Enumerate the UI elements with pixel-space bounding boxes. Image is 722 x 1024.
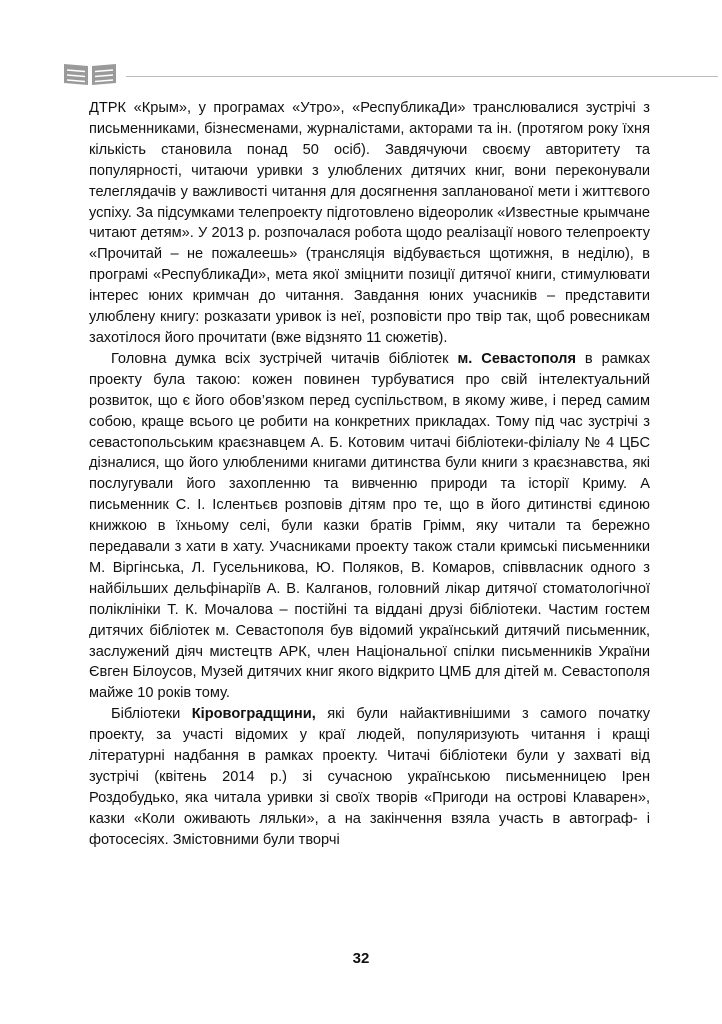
page-text — [89, 98, 650, 851]
body-paragraph — [89, 349, 650, 704]
bold-place-name: Кіровоградщини, — [191, 706, 316, 723]
body-paragraph — [89, 98, 650, 349]
paragraph-text: ДТРК «Крым», у програмах «Утро», «РеспубликаДи» транслювалися зустрічі з письменниками, бізнесменами, журналістами, акторами та ін. (протягом року їхня кількість становила понад 50 осіб). Завдячуючи своєму авторитету та популярності, читаючи уривки з улюблених дитячих книг, вони переконували телеглядачів у важливості читання для досягнення запланованої мети і життєвого успіху. За підсумками телепроекту підготовлено відеоролик «Известные крымчане читают детям». У 2013 р. розпочалася робота щодо реалізації нового телепроекту «Прочитай – не пожалеешь» (трансляція відбувається щотижня, в неділю), в програмі «РеспубликаДи», мета якої зміцнити позиції дитячої книги, стимулювати інтерес юних кримчан до читання. Завдання юних учасників – представити улюблену книгу: розказати уривок із неї, розповісти про твір так, щоб ровесникам захотілося його прочитати (вже відзнято 11 сюжетів). — [89, 100, 650, 346]
paragraph-text: які були найактивнішими з самого початку проекту, за участі відомих у краї людей, популяризують читання і кращі літературні надбання в рамках проекту. Читачі бібліотеки були у захваті від зустрічі (квітень 2014 р.) зі сучасною українською письменницею Ірен Роздобудько, яка читала уривки зі своїх творів «Пригоди на острові Клаварен», казки «Коли оживають ляльки», а на закінчення взяла участь в автограф- і фотосесіях. Змістовними були творчі — [89, 706, 650, 848]
paragraph-text: Бібліотеки — [111, 706, 192, 723]
page-number: 32 — [352, 950, 370, 967]
open-book-icon — [62, 58, 118, 88]
paragraph-text: в рамках проекту була такою: кожен повинен турбуватися про свій інтелектуальний розвиток, що є його обов’язком перед суспільством, в якому живе, і перед самим собою, краще всього це робити на конкретних прикладах. Тому під час зустрічі з севастопольським краєзнавцем А. Б. Котовим читачі бібліотеки-філіалу № 4 ЦБС дізналися, що його улюбленими книгами дитинства були книги з краєзнавства, які послугували його захопленню та вивченню природи та історії Криму. А письменник С. І. Іслентьєв розповів дітям про те, що в його дитинстві єдиною книжкою в їхньому селі, були казки братів Грімм, яку читали та бережно передавали з хати в хату. Учасниками проекту також стали кримські письменники М. Віргінська, Л. Гусельникова, Ю. Поляков, В. Комаров, співвласник одного з найбільших дельфінаріїв А. В. Калганов, головний лікар дитячої стоматологічної поліклініки Т. К. Мочалова – постійні та віддані друзі бібліотеки. Частим гостем дитячих бібліотек м. Севастополя був відомий український дитячий письменник, заслужений діяч мистецтв АРК, член Національної спілки письменників України Євген Білоусов, Музей дитячих книг якого відкрито ЦМБ для дітей м. Севастополя майже 10 років тому. — [89, 350, 651, 702]
paragraph-text: Головна думка всіх зустрічей читачів бібліотек — [111, 350, 458, 367]
header-rule — [126, 76, 718, 77]
body-paragraph — [89, 704, 650, 850]
page-header — [62, 58, 662, 88]
bold-place-name: м. Севастополя — [457, 350, 576, 367]
